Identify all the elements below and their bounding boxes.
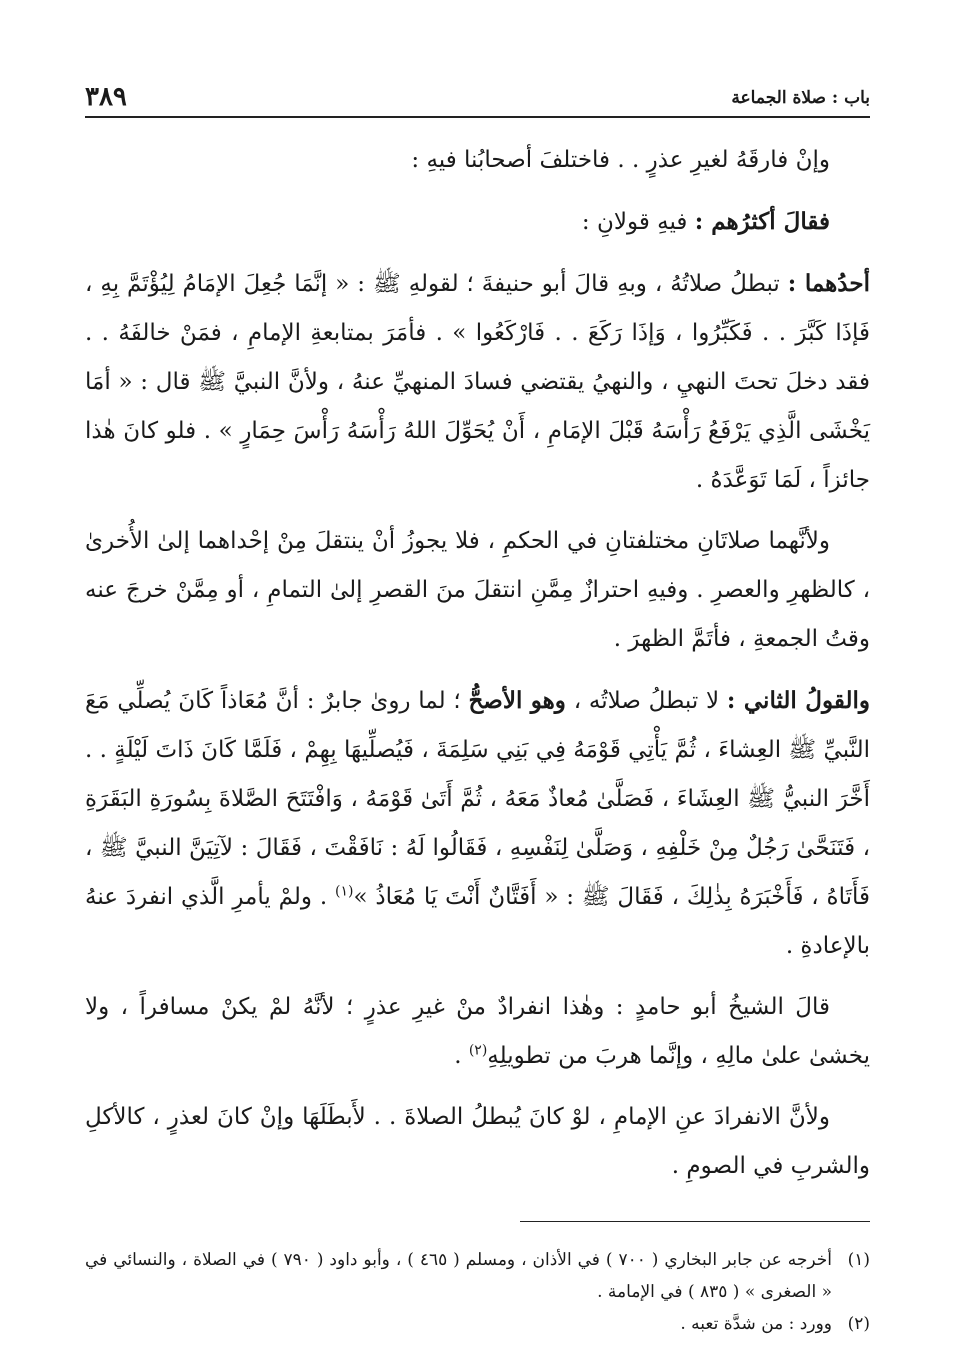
paragraph-5-emphasis: وهو الأصحُّ — [468, 687, 566, 714]
paragraph-3-text: تبطلُ صلاتُهُ ، وبهِ قالَ أبو حنيفةَ ؛ لقولهِ ﷺ : « إنَّمَا جُعِلَ الإمَامُ لِيُؤْتَمَّ بِهِ ، فَإذَا كَبَّرَ . . فَكَبِّرُوا ، وَإذَا رَكَعَ . . فَارْكَعُوا » . فأمَرَ بمتابعةِ الإمامِ ، فمَنْ خالفَهُ . . فقد دخلَ تحتَ النهيِ ، والنهيُ يقتضي فسادَ المنهيِّ عنهُ ، ولأنَّ النبيَّ ﷺ قال : « أمَا يَخْشَى الَّذِي يَرْفَعُ رَأْسَهُ قَبْلَ الإمَامِ ، أَنْ يُحَوِّلَ اللهُ رَأْسَهُ رَأْسَ حِمَارٍ » . فلو كانَ هٰذا جائزاً ، لَمَا تَوَعَّدَهُ . — [85, 271, 870, 493]
paragraph-1 — [85, 136, 870, 185]
footnote-divider — [520, 1221, 870, 1222]
paragraph-5-text-c: . ولمْ يأمرِ الَّذي انفردَ عنهُ بالإعادةِ . — [85, 884, 870, 959]
paragraph-1-text: وإنْ فارقَهُ لغيرِ عذرٍ . . فاختلفَ أصحابُنا فيهِ : — [411, 147, 830, 173]
paragraph-4 — [85, 517, 870, 664]
footnote-number: (٢) — [847, 1314, 870, 1334]
paragraph-7-text: ولأنَّ الانفرادَ عنِ الإمامِ ، لوْ كانَ يُبطلُ الصلاةَ . . لأَبطَلَهَا وإنْ كانَ لعذرٍ ، كالأكلِ والشربِ في الصومِ . — [85, 1104, 870, 1179]
footnote-1 — [85, 1244, 870, 1308]
paragraph-3-lead: أحدُهما : — [787, 270, 870, 297]
paragraph-5-lead: والقولُ الثاني : — [726, 687, 870, 714]
footnote-number: (١) — [847, 1250, 870, 1270]
paragraph-2 — [85, 197, 870, 247]
footnote-ref-2[interactable]: (٢) — [468, 1042, 488, 1059]
book-page — [85, 78, 870, 1340]
paragraph-6-end: . — [454, 1043, 469, 1069]
paragraph-2-lead: فقالَ أكثرُهم : — [694, 208, 830, 235]
paragraph-5-text-b: ؛ لما روىٰ جابرٌ : أنَّ مُعَاذاً كَانَ يُصلِّي مَعَ النَّبيِّ ﷺ العِشاءَ ، ثُمَّ يَأْتِي قَوْمَهُ فِي بَنِي سَلِمَةَ ، فَيُصلِّيهَا بِهِمْ ، فَلَمَّا كَانَ ذَاتَ لَيْلَةٍ . . أَخَّرَ النبيُّ ﷺ العِشَاءَ ، فَصَلَّىٰ مُعاذٌ مَعَهُ ، ثُمَّ أَتَىٰ قَوْمَهُ ، وَافْتَتَحَ الصَّلاةَ بِسُورَةِ البَقَرَةِ ، فَتَنَحَّىٰ رَجُلٌ مِنْ خَلْفِهِ ، وَصَلَّىٰ لِنَفْسِهِ ، فَقَالُوا لَهُ : نَافَقْتَ ، فَقَالَ : لآتِيَنَّ النبيَّ ﷺ ، فَأَتَاهُ ، فَأَخْبَرَهُ بِذٰلِكَ ، فَقَالَ ﷺ : « أَفَتَّانٌ أَنْتَ يَا مُعَاذُ » — [85, 688, 870, 910]
paragraph-6 — [85, 983, 870, 1081]
footnote-text: أخرجه عن جابر البخاري ( ٧٠٠ ) في الأذان ، ومسلم ( ٤٦٥ ) ، وأبو داود ( ٧٩٠ ) في الصلاة ، والنسائي في « الصغرى » ( ٨٣٥ ) في الإمامة . — [85, 1250, 832, 1302]
paragraph-4-text: ولأنَّهما صلاتَانِ مختلفتانِ في الحكمِ ، فلا يجوزُ أنْ ينتقلَ مِنْ إحْداهما إلىٰ الأُخرىٰ ، كالظهرِ والعصرِ . وفيهِ احترازٌ مِمَّنِ انتقلَ منَ القصرِ إلىٰ التمامِ ، أو مِمَّنْ خرجَ عنه وقتُ الجمعةِ ، فأتَمَّ الظهرَ . — [85, 528, 870, 652]
footnote-2 — [85, 1308, 870, 1340]
footnote-text: وورد : من شدَّة تعبه . — [680, 1314, 832, 1334]
running-title: باب : صلاة الجماعة — [731, 88, 870, 108]
page-number: ٣٨٩ — [85, 82, 127, 112]
paragraph-6-text: قالَ الشيخُ أبو حامدٍ : وهٰذا انفرادٌ منْ غيرِ عذرٍ ؛ لأنَّهُ لمْ يكنْ مسافراً ، ولا يخشىٰ علىٰ مالِهِ ، وإنَّما هربَ من تطويلِهِ — [85, 994, 870, 1069]
paragraph-5 — [85, 676, 870, 971]
footnotes — [85, 1244, 870, 1340]
paragraph-7 — [85, 1093, 870, 1191]
main-text — [85, 136, 870, 1191]
paragraph-5-text-a: لا تبطلُ صلاتُه ، — [565, 688, 727, 714]
paragraph-2-text: فيهِ قولانِ : — [581, 209, 695, 235]
page-header — [85, 78, 870, 118]
footnote-ref-1[interactable]: (١) — [334, 883, 354, 900]
paragraph-3 — [85, 259, 870, 505]
